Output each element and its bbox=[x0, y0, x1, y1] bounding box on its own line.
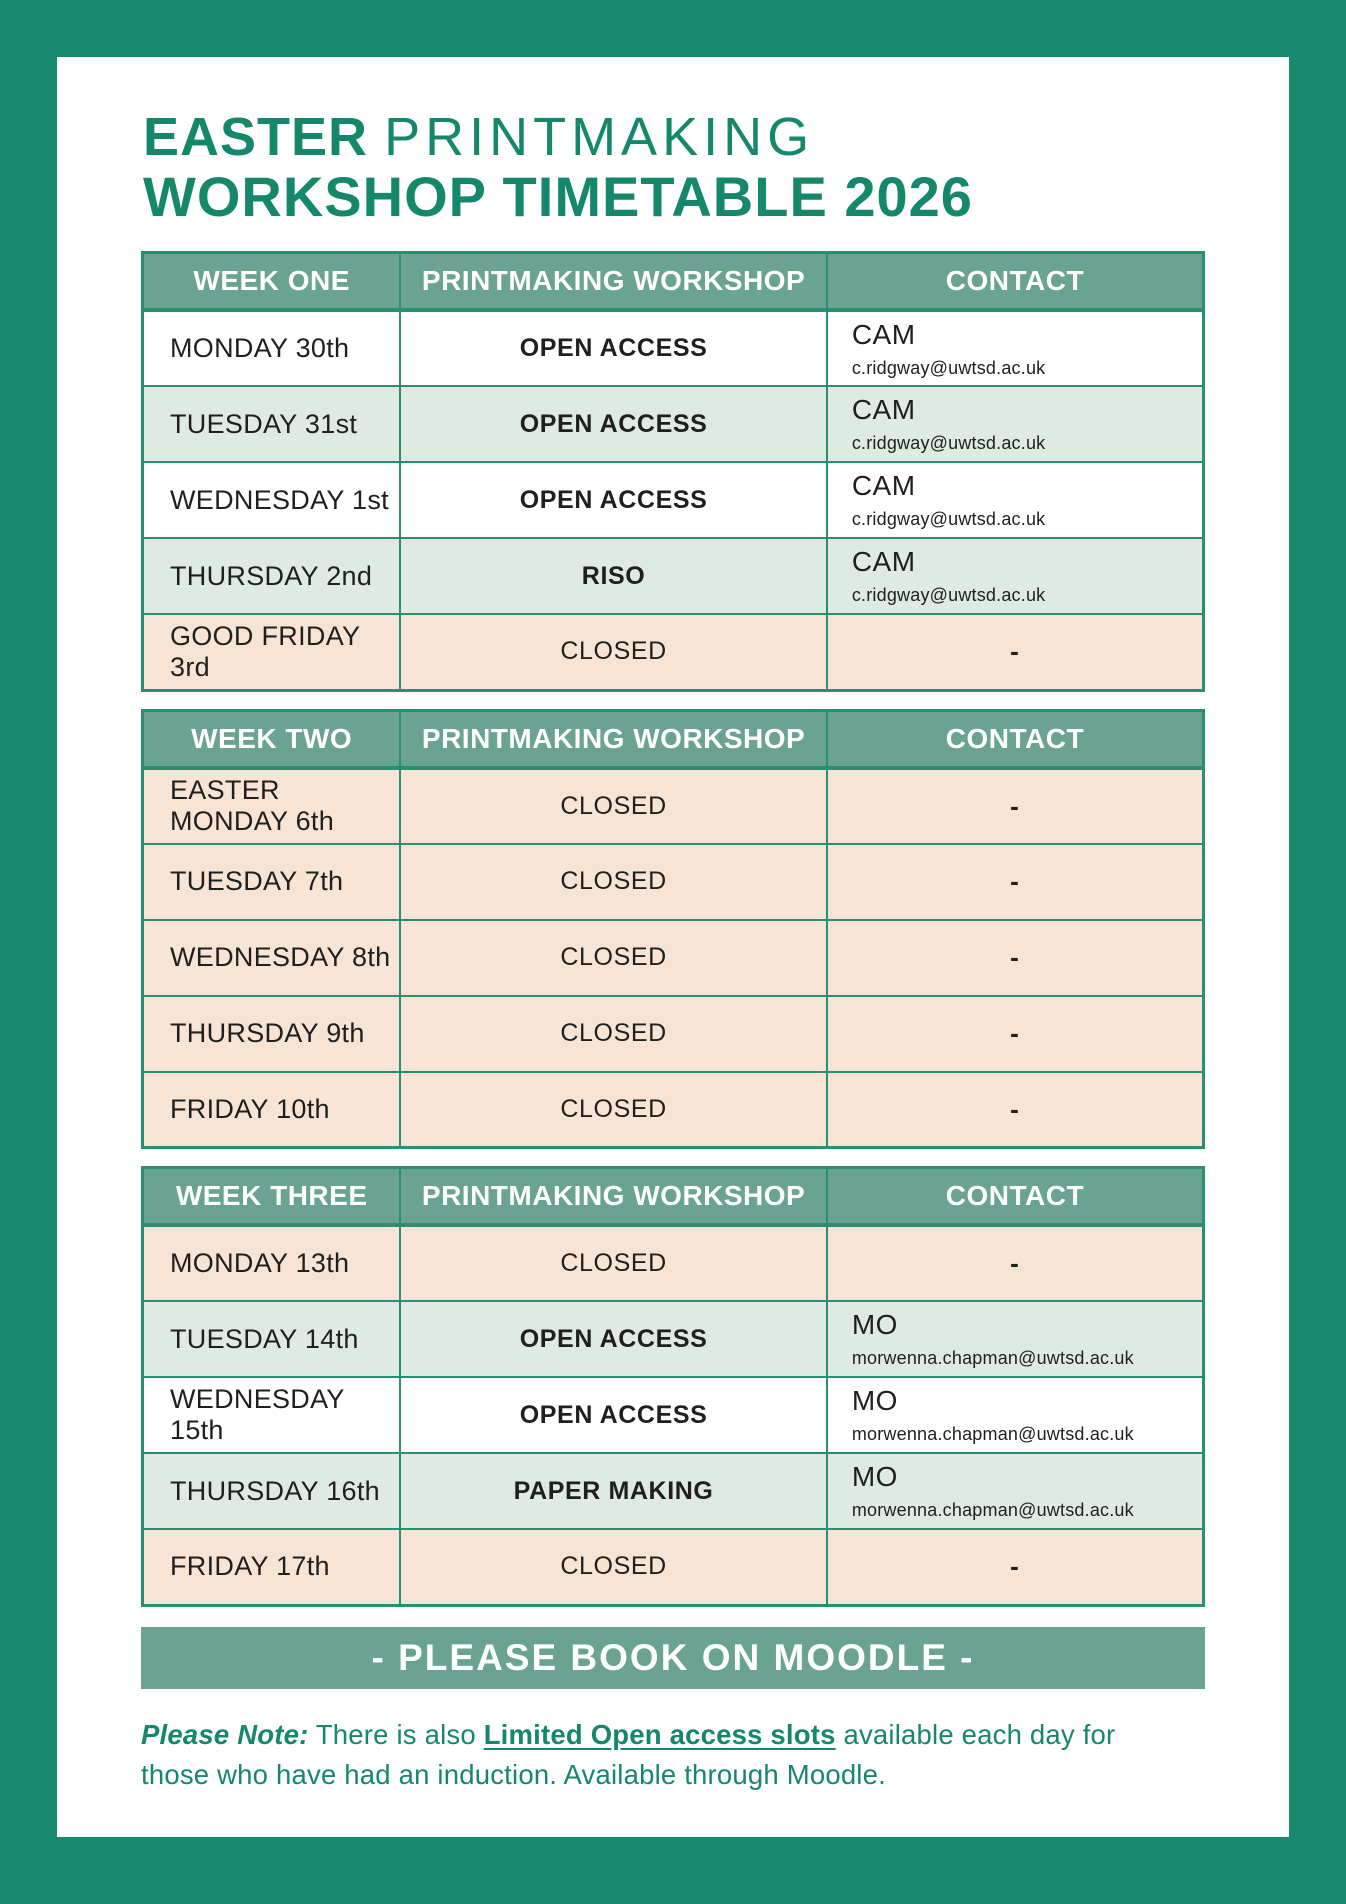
table-row bbox=[143, 1072, 1204, 1148]
footnote-open-access-phrase: Limited Open access slots bbox=[483, 1718, 836, 1750]
day-cell: MONDAY 30th bbox=[143, 310, 401, 386]
timetable-body bbox=[143, 1225, 1204, 1605]
contact-column-header: CONTACT bbox=[827, 1168, 1204, 1226]
contact-cell: - bbox=[827, 1225, 1204, 1301]
header-row bbox=[143, 253, 1204, 311]
day-cell: THURSDAY 9th bbox=[143, 996, 401, 1072]
contact-name: CAM bbox=[851, 318, 916, 350]
contact-email: c.ridgway@uwtsd.ac.uk bbox=[851, 509, 1046, 529]
workshop-cell: OPEN ACCESS bbox=[400, 1377, 827, 1453]
timetable-header bbox=[143, 253, 1204, 311]
workshop-cell: OPEN ACCESS bbox=[400, 1301, 827, 1377]
table-row bbox=[143, 920, 1204, 996]
table-row bbox=[143, 996, 1204, 1072]
title-printmaking: PRINTMAKING bbox=[384, 107, 815, 167]
contact-column-header: CONTACT bbox=[827, 710, 1204, 768]
footnote-text-2: available each day for those who have had an induction. Available through Moodle. bbox=[141, 1718, 1116, 1791]
timetable-header bbox=[143, 1168, 1204, 1226]
contact-email: morwenna.chapman@uwtsd.ac.uk bbox=[851, 1348, 1134, 1368]
book-on-moodle-banner bbox=[141, 1627, 1205, 1689]
timetable-week-2 bbox=[141, 709, 1205, 1150]
contact-name: CAM bbox=[851, 470, 916, 501]
day-cell: FRIDAY 10th bbox=[143, 1072, 401, 1148]
workshop-cell: CLOSED bbox=[400, 768, 827, 844]
day-cell: TUESDAY 14th bbox=[143, 1301, 401, 1377]
table-row bbox=[143, 462, 1204, 538]
contact-name: CAM bbox=[851, 546, 916, 577]
table-row bbox=[143, 768, 1204, 844]
contact-column-header: CONTACT bbox=[827, 253, 1204, 311]
day-cell: WEDNESDAY 8th bbox=[143, 920, 401, 996]
workshop-column-header: PRINTMAKING WORKSHOP bbox=[400, 253, 827, 311]
contact-cell bbox=[827, 1377, 1204, 1453]
contact-cell bbox=[827, 386, 1204, 462]
banner-text: - PLEASE BOOK ON MOODLE - bbox=[371, 1636, 975, 1678]
day-cell: THURSDAY 16th bbox=[143, 1453, 401, 1529]
footnote-lead: Please Note: bbox=[141, 1718, 309, 1750]
contact-cell bbox=[827, 1453, 1204, 1529]
workshop-cell: CLOSED bbox=[400, 1072, 827, 1148]
contact-cell bbox=[827, 310, 1204, 386]
workshop-cell: CLOSED bbox=[400, 996, 827, 1072]
footnote bbox=[141, 1715, 1181, 1796]
day-cell: TUESDAY 7th bbox=[143, 844, 401, 920]
table-row bbox=[143, 844, 1204, 920]
table-row bbox=[143, 538, 1204, 614]
day-cell: WEDNESDAY 15th bbox=[143, 1377, 401, 1453]
timetable-week-3 bbox=[141, 1166, 1205, 1607]
timetable-body bbox=[143, 768, 1204, 1148]
contact-cell: - bbox=[827, 768, 1204, 844]
footnote-text-1: There is also bbox=[308, 1718, 484, 1750]
table-row bbox=[143, 614, 1204, 690]
workshop-cell: OPEN ACCESS bbox=[400, 310, 827, 386]
contact-email: morwenna.chapman@uwtsd.ac.uk bbox=[851, 1500, 1134, 1520]
day-cell: GOOD FRIDAY 3rd bbox=[143, 614, 401, 690]
week-label-header: WEEK TWO bbox=[143, 710, 401, 768]
contact-cell bbox=[827, 462, 1204, 538]
content-card bbox=[57, 57, 1289, 1837]
table-row bbox=[143, 386, 1204, 462]
contact-email: morwenna.chapman@uwtsd.ac.uk bbox=[851, 1424, 1134, 1444]
workshop-column-header: PRINTMAKING WORKSHOP bbox=[400, 710, 827, 768]
contact-cell: - bbox=[827, 996, 1204, 1072]
week-label-header: WEEK ONE bbox=[143, 253, 401, 311]
timetable-week-1 bbox=[141, 251, 1205, 692]
contact-email: c.ridgway@uwtsd.ac.uk bbox=[851, 433, 1046, 453]
day-cell: EASTER MONDAY 6th bbox=[143, 768, 401, 844]
timetable-body bbox=[143, 310, 1204, 690]
table-row bbox=[143, 310, 1204, 386]
workshop-cell: CLOSED bbox=[400, 920, 827, 996]
contact-cell: - bbox=[827, 920, 1204, 996]
workshop-cell: OPEN ACCESS bbox=[400, 386, 827, 462]
page-title bbox=[143, 107, 1205, 227]
contact-cell: - bbox=[827, 1529, 1204, 1605]
contact-cell: - bbox=[827, 614, 1204, 690]
workshop-cell: OPEN ACCESS bbox=[400, 462, 827, 538]
day-cell: WEDNESDAY 1st bbox=[143, 462, 401, 538]
table-row bbox=[143, 1453, 1204, 1529]
title-easter: EASTER bbox=[143, 107, 369, 167]
table-row bbox=[143, 1529, 1204, 1605]
day-cell: TUESDAY 31st bbox=[143, 386, 401, 462]
workshop-cell: CLOSED bbox=[400, 614, 827, 690]
header-row bbox=[143, 710, 1204, 768]
timetable-header bbox=[143, 710, 1204, 768]
contact-cell bbox=[827, 538, 1204, 614]
week-label-header: WEEK THREE bbox=[143, 1168, 401, 1226]
workshop-cell: CLOSED bbox=[400, 1529, 827, 1605]
contact-name: MO bbox=[851, 1461, 898, 1492]
workshop-cell: PAPER MAKING bbox=[400, 1453, 827, 1529]
table-row bbox=[143, 1377, 1204, 1453]
contact-name: MO bbox=[851, 1385, 898, 1416]
title-line-1 bbox=[143, 107, 1205, 167]
day-cell: FRIDAY 17th bbox=[143, 1529, 401, 1605]
title-line-2: WORKSHOP TIMETABLE 2026 bbox=[143, 165, 973, 228]
header-row bbox=[143, 1168, 1204, 1226]
contact-cell: - bbox=[827, 1072, 1204, 1148]
contact-name: MO bbox=[851, 1309, 898, 1340]
workshop-cell: RISO bbox=[400, 538, 827, 614]
day-cell: THURSDAY 2nd bbox=[143, 538, 401, 614]
workshop-cell: CLOSED bbox=[400, 844, 827, 920]
contact-email: c.ridgway@uwtsd.ac.uk bbox=[851, 585, 1046, 605]
contact-cell: - bbox=[827, 844, 1204, 920]
table-row bbox=[143, 1225, 1204, 1301]
contact-cell bbox=[827, 1301, 1204, 1377]
day-cell: MONDAY 13th bbox=[143, 1225, 401, 1301]
contact-email: c.ridgway@uwtsd.ac.uk bbox=[851, 357, 1046, 378]
workshop-cell: CLOSED bbox=[400, 1225, 827, 1301]
table-row bbox=[143, 1301, 1204, 1377]
contact-name: CAM bbox=[851, 394, 916, 425]
workshop-column-header: PRINTMAKING WORKSHOP bbox=[400, 1168, 827, 1226]
timetables bbox=[141, 251, 1205, 1607]
